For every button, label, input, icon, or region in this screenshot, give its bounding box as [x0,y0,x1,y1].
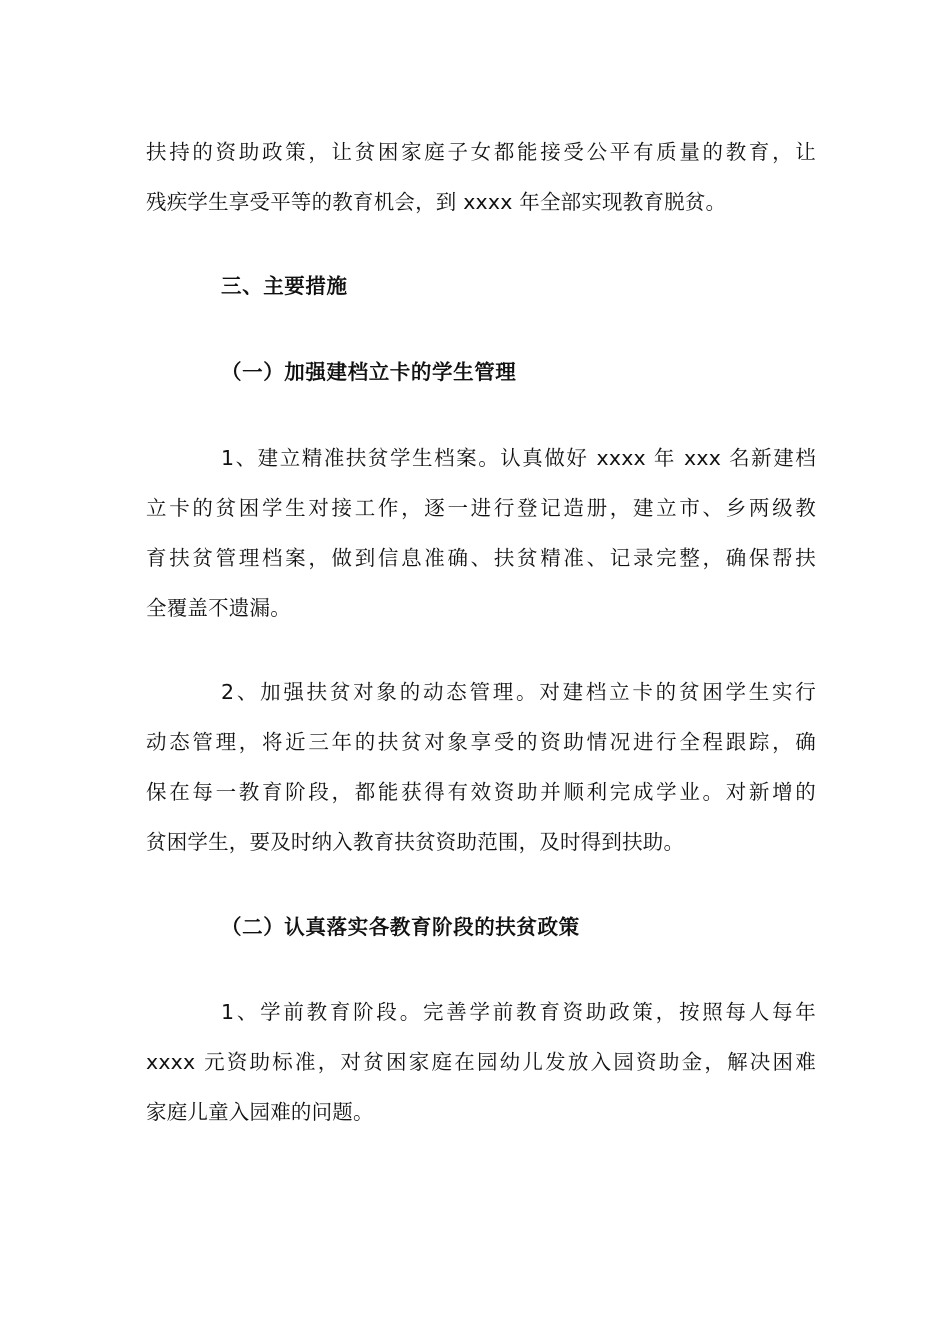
intro-line-1: 扶持的资助政策，让贫困家庭子女都能接受公平有质量的教育，让 [146,140,816,164]
subsection-heading-2: （二）认真落实各教育阶段的扶贫政策 [221,915,580,939]
intro-line-2: 残疾学生享受平等的教育机会，到 xxxx 年全部实现教育脱贫。 [146,190,727,214]
para-2-line-1: 2、加强扶贫对象的动态管理。对建档立卡的贫困学生实行 [221,680,816,704]
section-heading: 三、主要措施 [221,274,348,298]
para-2-line-4: 贫困学生，要及时纳入教育扶贫资助范围，及时得到扶助。 [146,830,685,854]
para-3-line-1: 1、学前教育阶段。完善学前教育资助政策，按照每人每年 [221,1000,816,1024]
para-3-line-3: 家庭儿童入园难的问题。 [146,1100,374,1124]
para-1-line-4: 全覆盖不遗漏。 [146,596,291,620]
para-1-line-3: 育扶贫管理档案，做到信息准确、扶贫精准、记录完整，确保帮扶 [146,546,816,570]
para-3-line-2: xxxx 元资助标准，对贫困家庭在园幼儿发放入园资助金，解决困难 [146,1050,816,1074]
para-2-line-2: 动态管理，将近三年的扶贫对象享受的资助情况进行全程跟踪，确 [146,730,816,754]
para-1-line-1: 1、建立精准扶贫学生档案。认真做好 xxxx 年 xxx 名新建档 [221,446,816,470]
para-2-line-3: 保在每一教育阶段，都能获得有效资助并顺利完成学业。对新增的 [146,780,816,804]
subsection-heading-1: （一）加强建档立卡的学生管理 [221,360,517,384]
para-1-line-2: 立卡的贫困学生对接工作，逐一进行登记造册，建立市、乡两级教 [146,496,816,520]
